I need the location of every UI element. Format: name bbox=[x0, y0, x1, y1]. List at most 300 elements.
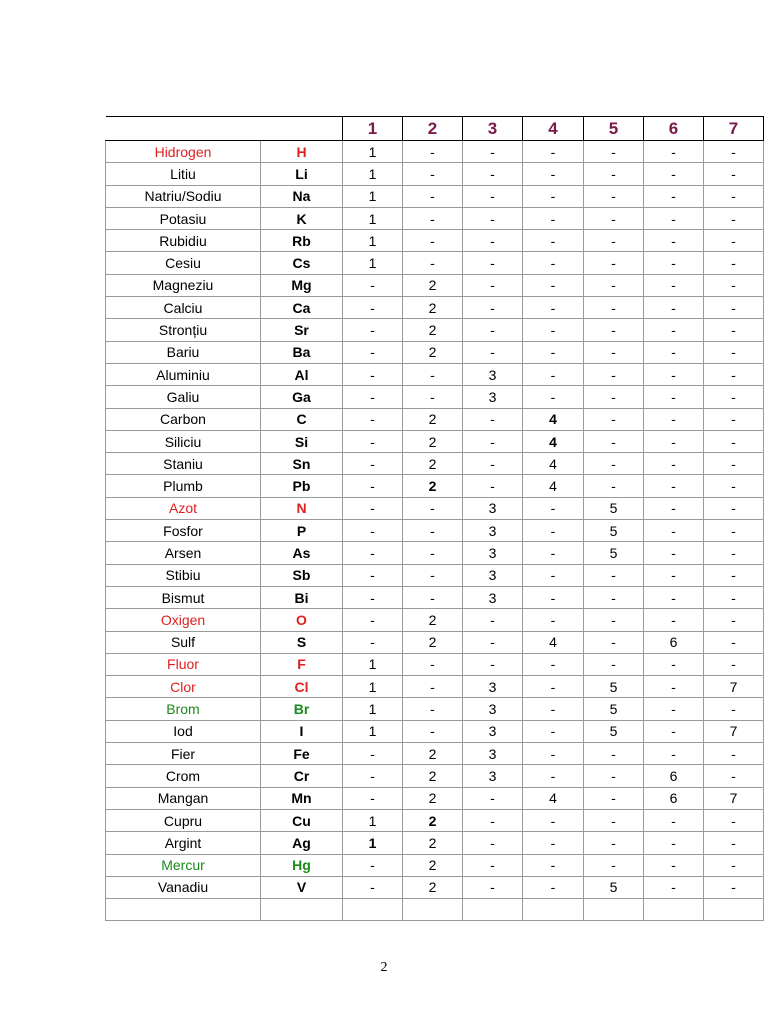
valence-cell-1: 1 bbox=[343, 163, 403, 185]
valence-cell-7: - bbox=[704, 141, 764, 163]
valence-cell-2: - bbox=[403, 497, 463, 519]
element-name: Cupru bbox=[106, 809, 261, 831]
valence-cell-1: - bbox=[343, 497, 403, 519]
valence-cell-2: 2 bbox=[403, 854, 463, 876]
column-header-2: 2 bbox=[403, 117, 463, 141]
valence-cell-1: - bbox=[343, 475, 403, 497]
valence-cell-2: - bbox=[403, 163, 463, 185]
valence-cell-1: 1 bbox=[343, 252, 403, 274]
valence-cell-2: - bbox=[403, 653, 463, 675]
element-symbol: I bbox=[261, 720, 343, 742]
valence-cell-6: - bbox=[644, 854, 704, 876]
valence-cell-5: - bbox=[584, 386, 644, 408]
valence-cell-4: - bbox=[523, 252, 584, 274]
valence-cell-7: - bbox=[704, 274, 764, 296]
valence-cell-6: - bbox=[644, 609, 704, 631]
valence-cell-3: - bbox=[463, 809, 523, 831]
valence-cell-4: - bbox=[523, 676, 584, 698]
valence-cell-6: - bbox=[644, 363, 704, 385]
table-row bbox=[106, 631, 764, 653]
valence-cell-3: - bbox=[463, 631, 523, 653]
element-name: Staniu bbox=[106, 453, 261, 475]
valence-cell-6: - bbox=[644, 408, 704, 430]
element-symbol: Fe bbox=[261, 743, 343, 765]
element-name: Sulf bbox=[106, 631, 261, 653]
valence-cell-3: - bbox=[463, 609, 523, 631]
valence-cell-5: - bbox=[584, 787, 644, 809]
element-symbol: Si bbox=[261, 430, 343, 452]
table-row bbox=[106, 363, 764, 385]
table-row bbox=[106, 185, 764, 207]
valence-cell-2: 2 bbox=[403, 430, 463, 452]
element-name: Stibiu bbox=[106, 564, 261, 586]
header-blank-symbol bbox=[261, 117, 343, 141]
element-name: Galiu bbox=[106, 386, 261, 408]
element-symbol: K bbox=[261, 207, 343, 229]
column-header-1: 1 bbox=[343, 117, 403, 141]
valence-cell-1: 1 bbox=[343, 185, 403, 207]
valence-cell-4: - bbox=[523, 497, 584, 519]
valence-cell-4: 4 bbox=[523, 787, 584, 809]
valence-cell-3: - bbox=[463, 252, 523, 274]
valence-cell-2: - bbox=[403, 542, 463, 564]
valence-cell-1: 1 bbox=[343, 809, 403, 831]
valence-cell-1: - bbox=[343, 609, 403, 631]
element-symbol: Cr bbox=[261, 765, 343, 787]
valence-cell-5: - bbox=[584, 564, 644, 586]
table-row bbox=[106, 341, 764, 363]
valence-cell-3: - bbox=[463, 832, 523, 854]
element-name: Magneziu bbox=[106, 274, 261, 296]
table-row bbox=[106, 876, 764, 898]
valence-cell-3: - bbox=[463, 876, 523, 898]
valence-cell-7: - bbox=[704, 542, 764, 564]
valence-cell-4: - bbox=[523, 297, 584, 319]
empty-cell bbox=[463, 899, 523, 921]
table-row bbox=[106, 408, 764, 430]
valence-cell-4: - bbox=[523, 653, 584, 675]
valence-cell-2: - bbox=[403, 252, 463, 274]
valence-cell-6: - bbox=[644, 542, 704, 564]
valence-cell-3: - bbox=[463, 787, 523, 809]
valence-cell-6: - bbox=[644, 207, 704, 229]
valence-cell-5: 5 bbox=[584, 720, 644, 742]
valence-cell-7: - bbox=[704, 564, 764, 586]
valence-cell-7: 7 bbox=[704, 720, 764, 742]
valence-cell-2: - bbox=[403, 363, 463, 385]
valence-cell-3: - bbox=[463, 475, 523, 497]
element-symbol: H bbox=[261, 141, 343, 163]
valence-cell-3: - bbox=[463, 297, 523, 319]
table-row bbox=[106, 586, 764, 608]
valence-cell-7: 7 bbox=[704, 787, 764, 809]
valence-cell-6: - bbox=[644, 564, 704, 586]
table-header-row bbox=[106, 117, 764, 141]
element-name: Crom bbox=[106, 765, 261, 787]
valence-cell-1: 1 bbox=[343, 698, 403, 720]
valence-cell-3: 3 bbox=[463, 720, 523, 742]
valence-cell-5: - bbox=[584, 363, 644, 385]
valence-cell-3: - bbox=[463, 854, 523, 876]
valence-cell-5: - bbox=[584, 653, 644, 675]
valence-cell-2: - bbox=[403, 230, 463, 252]
element-name: Iod bbox=[106, 720, 261, 742]
element-symbol: N bbox=[261, 497, 343, 519]
valence-cell-5: - bbox=[584, 185, 644, 207]
table-row bbox=[106, 854, 764, 876]
element-name: Hidrogen bbox=[106, 141, 261, 163]
valence-cell-5: - bbox=[584, 609, 644, 631]
element-name: Siliciu bbox=[106, 430, 261, 452]
valence-cell-6: - bbox=[644, 252, 704, 274]
column-header-4: 4 bbox=[523, 117, 584, 141]
element-name: Brom bbox=[106, 698, 261, 720]
valence-cell-5: - bbox=[584, 453, 644, 475]
element-name: Fier bbox=[106, 743, 261, 765]
valence-cell-4: - bbox=[523, 609, 584, 631]
valence-cell-2: 2 bbox=[403, 787, 463, 809]
valence-cell-4: - bbox=[523, 809, 584, 831]
table-row bbox=[106, 274, 764, 296]
valence-cell-7: - bbox=[704, 832, 764, 854]
valence-cell-1: - bbox=[343, 564, 403, 586]
valence-cell-3: - bbox=[463, 141, 523, 163]
valence-cell-2: 2 bbox=[403, 765, 463, 787]
empty-cell bbox=[584, 899, 644, 921]
valence-cell-7: - bbox=[704, 430, 764, 452]
valence-cell-6: - bbox=[644, 520, 704, 542]
valence-cell-2: - bbox=[403, 586, 463, 608]
valence-cell-6: - bbox=[644, 809, 704, 831]
valence-cell-7: 7 bbox=[704, 676, 764, 698]
valence-cell-7: - bbox=[704, 252, 764, 274]
valence-cell-1: 1 bbox=[343, 207, 403, 229]
valence-cell-6: - bbox=[644, 743, 704, 765]
column-header-3: 3 bbox=[463, 117, 523, 141]
valence-cell-6: - bbox=[644, 141, 704, 163]
valence-cell-7: - bbox=[704, 698, 764, 720]
valence-cell-5: - bbox=[584, 252, 644, 274]
valence-cell-5: - bbox=[584, 297, 644, 319]
valence-cell-3: - bbox=[463, 653, 523, 675]
valence-cell-7: - bbox=[704, 386, 764, 408]
element-name: Carbon bbox=[106, 408, 261, 430]
valence-cell-7: - bbox=[704, 520, 764, 542]
element-symbol: Sb bbox=[261, 564, 343, 586]
valence-cell-1: 1 bbox=[343, 653, 403, 675]
valence-cell-4: - bbox=[523, 586, 584, 608]
valence-cell-5: - bbox=[584, 854, 644, 876]
valence-cell-5: - bbox=[584, 207, 644, 229]
valence-cell-2: - bbox=[403, 698, 463, 720]
element-symbol: V bbox=[261, 876, 343, 898]
valence-cell-7: - bbox=[704, 631, 764, 653]
valence-cell-7: - bbox=[704, 185, 764, 207]
valence-cell-5: - bbox=[584, 765, 644, 787]
element-name: Litiu bbox=[106, 163, 261, 185]
valence-cell-3: 3 bbox=[463, 497, 523, 519]
valence-cell-2: - bbox=[403, 207, 463, 229]
element-symbol: Rb bbox=[261, 230, 343, 252]
valence-cell-6: - bbox=[644, 319, 704, 341]
valence-cell-2: 2 bbox=[403, 274, 463, 296]
valence-cell-1: - bbox=[343, 743, 403, 765]
valence-cell-4: - bbox=[523, 698, 584, 720]
valence-cell-6: 6 bbox=[644, 787, 704, 809]
element-symbol: S bbox=[261, 631, 343, 653]
valence-cell-2: 2 bbox=[403, 876, 463, 898]
valence-cell-5: - bbox=[584, 475, 644, 497]
table-row bbox=[106, 653, 764, 675]
valence-cell-2: 2 bbox=[403, 832, 463, 854]
element-symbol: Ag bbox=[261, 832, 343, 854]
valence-table-body bbox=[106, 117, 764, 921]
valence-cell-7: - bbox=[704, 653, 764, 675]
empty-cell bbox=[343, 899, 403, 921]
element-name: Natriu/Sodiu bbox=[106, 185, 261, 207]
valence-cell-4: - bbox=[523, 832, 584, 854]
valence-cell-4: - bbox=[523, 876, 584, 898]
valence-cell-2: - bbox=[403, 676, 463, 698]
element-name: Plumb bbox=[106, 475, 261, 497]
valence-cell-3: 3 bbox=[463, 363, 523, 385]
valence-cell-6: 6 bbox=[644, 631, 704, 653]
valence-cell-4: - bbox=[523, 141, 584, 163]
valence-cell-4: - bbox=[523, 765, 584, 787]
table-row bbox=[106, 252, 764, 274]
valence-cell-6: - bbox=[644, 163, 704, 185]
valence-cell-4: - bbox=[523, 720, 584, 742]
valence-cell-7: - bbox=[704, 297, 764, 319]
valence-cell-4: - bbox=[523, 207, 584, 229]
valence-cell-6: - bbox=[644, 497, 704, 519]
valence-cell-5: - bbox=[584, 341, 644, 363]
valence-cell-4: - bbox=[523, 542, 584, 564]
element-name: Calciu bbox=[106, 297, 261, 319]
valence-cell-7: - bbox=[704, 854, 764, 876]
valence-cell-5: - bbox=[584, 743, 644, 765]
element-symbol: Na bbox=[261, 185, 343, 207]
element-symbol: Br bbox=[261, 698, 343, 720]
empty-cell bbox=[106, 899, 261, 921]
element-symbol: Mn bbox=[261, 787, 343, 809]
element-name: Argint bbox=[106, 832, 261, 854]
valence-cell-6: - bbox=[644, 720, 704, 742]
element-name: Oxigen bbox=[106, 609, 261, 631]
valence-cell-2: 2 bbox=[403, 631, 463, 653]
valence-cell-4: - bbox=[523, 274, 584, 296]
table-row bbox=[106, 163, 764, 185]
valence-cell-5: - bbox=[584, 586, 644, 608]
column-header-5: 5 bbox=[584, 117, 644, 141]
valence-cell-7: - bbox=[704, 230, 764, 252]
valence-cell-7: - bbox=[704, 319, 764, 341]
valence-cell-1: - bbox=[343, 319, 403, 341]
table-row bbox=[106, 207, 764, 229]
valence-cell-1: - bbox=[343, 408, 403, 430]
element-name: Bariu bbox=[106, 341, 261, 363]
empty-cell bbox=[261, 899, 343, 921]
valence-cell-6: 6 bbox=[644, 765, 704, 787]
page-number: 2 bbox=[380, 960, 388, 975]
valence-cell-5: - bbox=[584, 408, 644, 430]
valence-cell-1: - bbox=[343, 542, 403, 564]
valence-cell-4: - bbox=[523, 386, 584, 408]
element-symbol: Ga bbox=[261, 386, 343, 408]
element-name: Aluminiu bbox=[106, 363, 261, 385]
valence-cell-1: - bbox=[343, 341, 403, 363]
element-name: Bismut bbox=[106, 586, 261, 608]
valence-cell-3: - bbox=[463, 341, 523, 363]
valence-cell-2: 2 bbox=[403, 341, 463, 363]
element-name: Rubidiu bbox=[106, 230, 261, 252]
table-row bbox=[106, 453, 764, 475]
table-row bbox=[106, 542, 764, 564]
valence-cell-6: - bbox=[644, 475, 704, 497]
valence-cell-1: - bbox=[343, 274, 403, 296]
table-row bbox=[106, 809, 764, 831]
valence-cell-4: - bbox=[523, 341, 584, 363]
valence-cell-2: - bbox=[403, 386, 463, 408]
valence-cell-3: - bbox=[463, 163, 523, 185]
empty-cell bbox=[644, 899, 704, 921]
valence-cell-5: - bbox=[584, 141, 644, 163]
valence-cell-2: 2 bbox=[403, 319, 463, 341]
element-name: Arsen bbox=[106, 542, 261, 564]
table-row bbox=[106, 676, 764, 698]
valence-cell-6: - bbox=[644, 386, 704, 408]
table-row bbox=[106, 497, 764, 519]
empty-cell bbox=[403, 899, 463, 921]
valence-cell-1: 1 bbox=[343, 141, 403, 163]
valence-cell-5: 5 bbox=[584, 542, 644, 564]
valence-cell-6: - bbox=[644, 586, 704, 608]
valence-cell-4: - bbox=[523, 230, 584, 252]
element-symbol: Cs bbox=[261, 252, 343, 274]
valence-cell-5: - bbox=[584, 274, 644, 296]
valence-cell-3: 3 bbox=[463, 520, 523, 542]
valence-cell-7: - bbox=[704, 743, 764, 765]
table-row bbox=[106, 297, 764, 319]
valence-cell-6: - bbox=[644, 274, 704, 296]
table-row bbox=[106, 319, 764, 341]
valence-cell-1: - bbox=[343, 854, 403, 876]
valence-cell-7: - bbox=[704, 475, 764, 497]
valence-cell-5: - bbox=[584, 230, 644, 252]
valence-cell-4: - bbox=[523, 854, 584, 876]
valence-cell-2: - bbox=[403, 141, 463, 163]
valence-cell-6: - bbox=[644, 430, 704, 452]
element-name: Fluor bbox=[106, 653, 261, 675]
table-row bbox=[106, 698, 764, 720]
valence-cell-5: - bbox=[584, 430, 644, 452]
valence-cell-5: - bbox=[584, 809, 644, 831]
element-symbol: Li bbox=[261, 163, 343, 185]
valence-cell-3: - bbox=[463, 408, 523, 430]
valence-cell-4: - bbox=[523, 564, 584, 586]
valence-cell-1: - bbox=[343, 631, 403, 653]
valence-cell-2: - bbox=[403, 720, 463, 742]
table-row bbox=[106, 386, 764, 408]
valence-cell-1: - bbox=[343, 876, 403, 898]
valence-cell-2: 2 bbox=[403, 743, 463, 765]
element-symbol: F bbox=[261, 653, 343, 675]
valence-cell-3: 3 bbox=[463, 542, 523, 564]
table-row bbox=[106, 765, 764, 787]
valence-cell-3: 3 bbox=[463, 586, 523, 608]
valence-cell-3: 3 bbox=[463, 676, 523, 698]
valence-cell-5: 5 bbox=[584, 876, 644, 898]
valence-cell-7: - bbox=[704, 408, 764, 430]
element-name: Mercur bbox=[106, 854, 261, 876]
table-row bbox=[106, 520, 764, 542]
valence-cell-2: - bbox=[403, 520, 463, 542]
valence-cell-4: - bbox=[523, 319, 584, 341]
valence-cell-1: - bbox=[343, 386, 403, 408]
element-symbol: Mg bbox=[261, 274, 343, 296]
valence-cell-3: - bbox=[463, 453, 523, 475]
valence-cell-1: 1 bbox=[343, 676, 403, 698]
valence-cell-6: - bbox=[644, 230, 704, 252]
valence-cell-4: - bbox=[523, 363, 584, 385]
element-symbol: C bbox=[261, 408, 343, 430]
element-name: Mangan bbox=[106, 787, 261, 809]
valence-cell-7: - bbox=[704, 363, 764, 385]
valence-cell-5: - bbox=[584, 832, 644, 854]
table-row bbox=[106, 609, 764, 631]
element-symbol: As bbox=[261, 542, 343, 564]
element-symbol: P bbox=[261, 520, 343, 542]
valence-cell-1: 1 bbox=[343, 230, 403, 252]
element-symbol: Ba bbox=[261, 341, 343, 363]
valence-cell-7: - bbox=[704, 609, 764, 631]
valence-cell-4: 4 bbox=[523, 408, 584, 430]
valence-cell-6: - bbox=[644, 832, 704, 854]
valence-cell-3: - bbox=[463, 274, 523, 296]
element-symbol: Cu bbox=[261, 809, 343, 831]
valence-cell-3: - bbox=[463, 319, 523, 341]
table-row bbox=[106, 141, 764, 163]
valence-cell-6: - bbox=[644, 698, 704, 720]
valence-cell-7: - bbox=[704, 765, 764, 787]
table-row bbox=[106, 743, 764, 765]
valence-cell-5: 5 bbox=[584, 520, 644, 542]
element-symbol: Sn bbox=[261, 453, 343, 475]
valence-cell-1: - bbox=[343, 765, 403, 787]
valence-cell-4: - bbox=[523, 520, 584, 542]
empty-cell bbox=[523, 899, 584, 921]
element-symbol: Bi bbox=[261, 586, 343, 608]
valence-cell-1: - bbox=[343, 520, 403, 542]
valence-cell-5: 5 bbox=[584, 497, 644, 519]
valence-cell-4: 4 bbox=[523, 453, 584, 475]
valence-cell-5: 5 bbox=[584, 698, 644, 720]
valence-cell-5: 5 bbox=[584, 676, 644, 698]
valence-cell-3: 3 bbox=[463, 386, 523, 408]
valence-cell-5: - bbox=[584, 319, 644, 341]
valence-cell-7: - bbox=[704, 163, 764, 185]
valence-cell-2: 2 bbox=[403, 475, 463, 497]
valence-cell-1: - bbox=[343, 430, 403, 452]
element-name: Clor bbox=[106, 676, 261, 698]
element-name: Potasiu bbox=[106, 207, 261, 229]
element-symbol: Ca bbox=[261, 297, 343, 319]
valence-cell-7: - bbox=[704, 453, 764, 475]
valence-cell-6: - bbox=[644, 185, 704, 207]
element-symbol: Al bbox=[261, 363, 343, 385]
table-row bbox=[106, 720, 764, 742]
valence-cell-1: - bbox=[343, 297, 403, 319]
